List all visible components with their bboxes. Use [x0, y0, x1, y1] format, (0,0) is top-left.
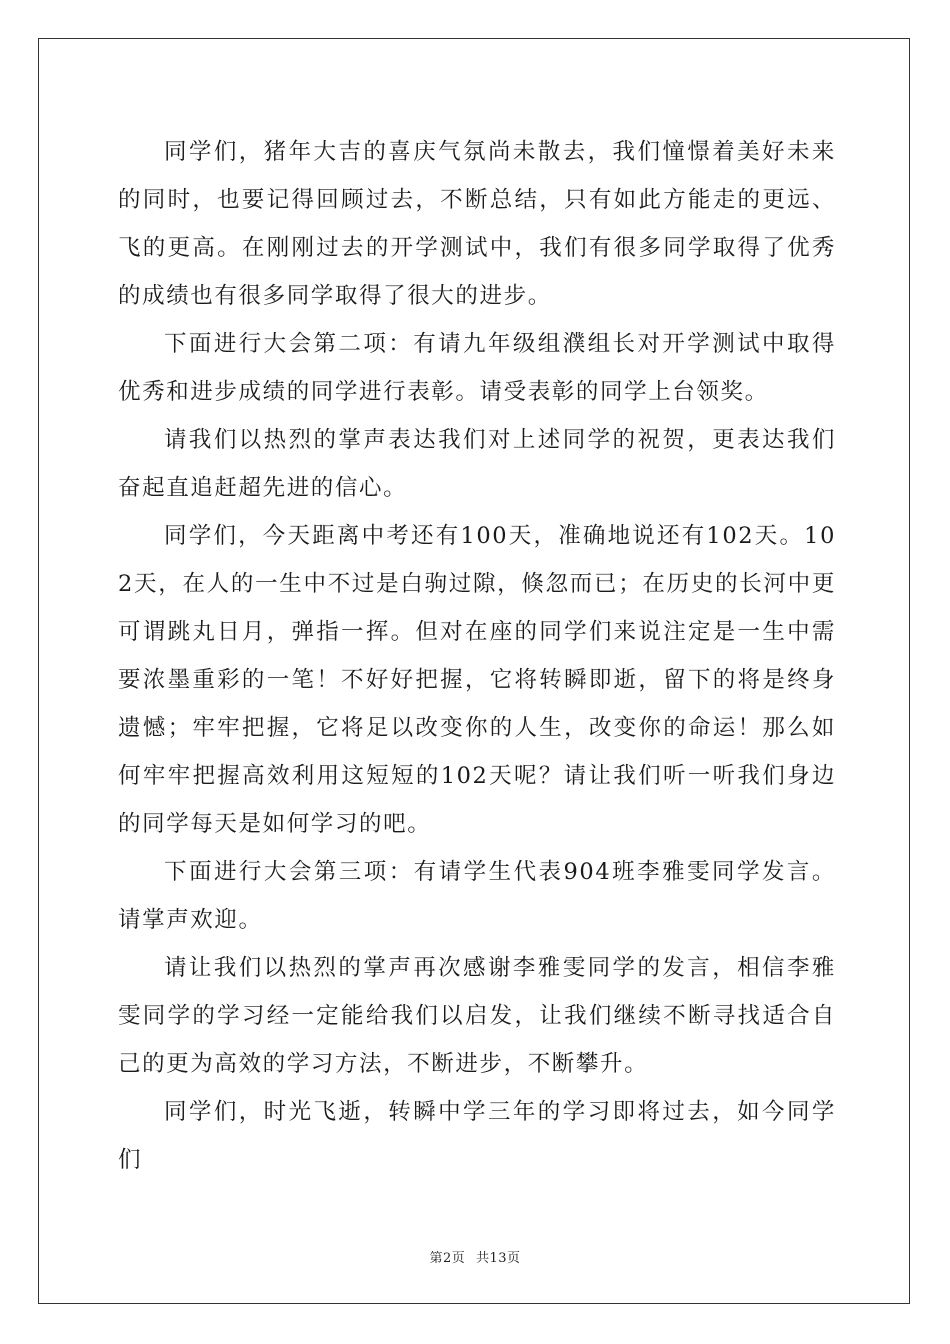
paragraph-2: 下面进行大会第二项：有请九年级组濮组长对开学测试中取得优秀和进步成绩的同学进行表彰。请受表彰的同学上台领奖。: [118, 331, 836, 405]
page-number: 第2页: [429, 1251, 466, 1266]
paragraph-3: 请我们以热烈的掌声表达我们对上述同学的祝贺，更表达我们奋起直追赶超先进的信心。: [118, 427, 836, 501]
total-pages: 共13页: [475, 1251, 521, 1266]
paragraph-1: 同学们，猪年大吉的喜庆气氛尚未散去，我们憧憬着美好未来的同时，也要记得回顾过去，不断总结，只有如此方能走的更远、飞的更高。在刚刚过去的开学测试中，我们有很多同学取得了优秀的成绩也有很多同学取得了很大的进步。: [118, 139, 836, 309]
paragraph-7: 同学们，时光飞逝，转瞬中学三年的学习即将过去，如今同学们: [118, 1099, 836, 1173]
paragraph-5: 下面进行大会第三项：有请学生代表904班李雅雯同学发言。请掌声欢迎。: [118, 859, 836, 933]
page-footer: [0, 1247, 950, 1266]
document-body: [118, 128, 836, 1184]
paragraph-4: 同学们，今天距离中考还有100天，准确地说还有102天。102天，在人的一生中不过是白驹过隙，倏忽而已；在历史的长河中更可谓跳丸日月，弹指一挥。但对在座的同学们来说注定是一生中需要浓墨重彩的一笔！不好好把握，它将转瞬即逝，留下的将是终身遗憾；牢牢把握，它将足以改变你的人生，改变你的命运！那么如何牢牢把握高效利用这短短的102天呢？请让我们听一听我们身边的同学每天是如何学习的吧。: [118, 523, 836, 837]
paragraph-6: 请让我们以热烈的掌声再次感谢李雅雯同学的发言，相信李雅雯同学的学习经一定能给我们以启发，让我们继续不断寻找适合自己的更为高效的学习方法，不断进步，不断攀升。: [118, 955, 836, 1077]
